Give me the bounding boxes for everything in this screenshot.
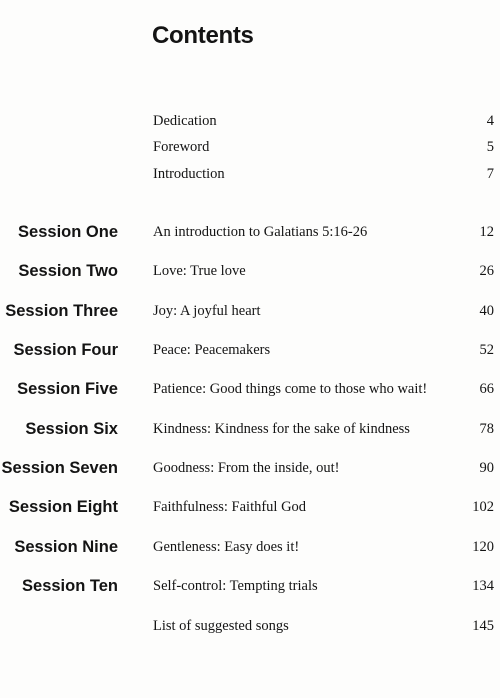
toc-page-number: 4 [486,113,494,129]
toc-row-session-four [0,338,500,362]
toc-entry-title: Patience: Good things come to those who wait! [153,381,428,397]
toc-entry-title: Goodness: From the inside, out! [153,460,340,476]
toc-page-number: 78 [479,421,494,437]
toc-page-number: 134 [472,578,494,594]
toc-entry-title: Love: True love [153,263,246,279]
toc-page-number: 145 [472,618,494,634]
toc-page-number: 40 [479,303,494,319]
toc-row-session-nine [0,535,500,559]
toc-page-number: 5 [486,139,494,155]
toc-row-session-eight [0,495,500,519]
toc-row-dedication [0,109,500,133]
toc-row-session-seven [0,456,500,480]
toc-page-number: 120 [472,539,494,555]
toc-row-session-ten [0,574,500,598]
toc-entry-title: Peace: Peacemakers [153,342,271,358]
toc-row-session-three [0,299,500,323]
toc-row-session-five [0,377,500,401]
toc-entry-title: Kindness: Kindness for the sake of kindness [153,421,410,437]
page-title: Contents [152,22,254,49]
toc-row-session-one [0,220,500,244]
toc-page-number: 66 [479,381,494,397]
toc-entry-title: Self-control: Tempting trials [153,578,318,594]
toc-entry-title: Faithfulness: Faithful God [153,499,307,515]
session-label: Session Four [13,341,118,359]
toc-entry-title: Joy: A joyful heart [153,303,261,319]
toc-page-number: 90 [479,460,494,476]
toc-page-number: 26 [479,263,494,279]
toc-row-suggested-songs [0,614,500,638]
toc-row-session-six [0,417,500,441]
toc-page-number: 7 [486,166,494,182]
session-label: Session Ten [22,577,118,595]
toc-row-foreword [0,135,500,159]
session-label: Session Seven [1,459,118,477]
session-label: Session Six [25,420,118,438]
toc-row-introduction [0,162,500,186]
session-label: Session One [18,223,118,241]
toc-page-number: 52 [479,342,494,358]
toc-entry-title: Introduction [153,166,225,182]
toc-entry-title: Gentleness: Easy does it! [153,539,300,555]
toc-page-number: 12 [479,224,494,240]
toc-entry-title: Foreword [153,139,210,155]
session-label: Session Three [5,302,118,320]
toc-entry-title: An introduction to Galatians 5:16-26 [153,224,368,240]
toc-row-session-two [0,259,500,283]
session-label: Session Five [17,380,118,398]
toc-page-number: 102 [472,499,494,515]
session-label: Session Eight [8,498,118,516]
session-label: Session Two [18,262,118,280]
toc-entry-title: List of suggested songs [153,618,289,634]
session-label: Session Nine [14,538,118,556]
toc-entry-title: Dedication [153,113,217,129]
